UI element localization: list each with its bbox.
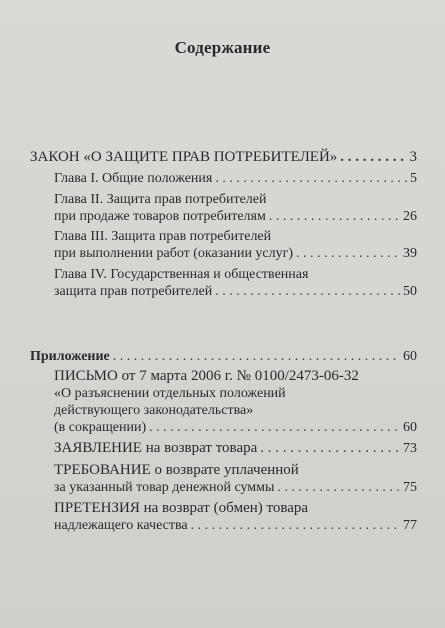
leader-dots — [277, 479, 400, 496]
toc-entry-demand — [54, 462, 417, 496]
toc-entry-title-continued: защита прав потребителей — [54, 284, 213, 299]
toc-entry-title: ТРЕБОВАНИЕ о возврате уплаченной — [54, 462, 299, 478]
toc-entry-title: Глава I. Общие положения — [54, 171, 213, 186]
leader-dots — [269, 208, 400, 225]
toc-page-number: 50 — [403, 284, 417, 299]
toc-entry-title: ЗАКОН «О ЗАЩИТЕ ПРАВ ПОТРЕБИТЕЛЕЙ» — [30, 149, 338, 165]
leader-dots — [215, 283, 400, 300]
toc-page-number: 26 — [403, 209, 417, 224]
toc-entry-title-continued: при продаже товаров потребителям — [54, 209, 266, 224]
toc-page-number: 3 — [409, 149, 417, 165]
toc-entry-chapter-1 — [54, 170, 417, 187]
toc-entry-title-continued: за указанный товар денежной суммы — [54, 480, 275, 495]
toc-page-number: 60 — [403, 349, 417, 364]
leader-dots — [215, 170, 407, 187]
toc-entry-title: Глава II. Защита прав потребителей — [54, 192, 267, 207]
toc-entry-law — [30, 149, 417, 166]
toc-page-number: 73 — [403, 441, 417, 456]
toc-entry-title-continued: при выполнении работ (оказании услуг) — [54, 246, 294, 261]
toc-entry-title-continued: «О разъяснении отдельных положений — [54, 386, 286, 401]
page-title: Содержание — [174, 38, 271, 57]
toc-entry-title: Приложение — [30, 349, 110, 364]
leader-dots — [191, 517, 400, 534]
toc-entry-claim — [54, 500, 417, 534]
toc-entry-letter — [54, 368, 417, 436]
toc-entry-title: Глава III. Защита прав потребителей — [54, 229, 272, 244]
leader-dots — [149, 419, 400, 436]
toc-entry-title-continued: действующего законодательства» — [54, 403, 254, 418]
toc-page-number: 75 — [403, 480, 417, 495]
leader-dots — [340, 149, 406, 166]
toc-entry-title: ПРЕТЕНЗИЯ на возврат (обмен) товара — [54, 500, 309, 516]
toc-entry-appendix — [30, 348, 417, 365]
toc-entry-title-continued: (в сокращении) — [54, 420, 147, 435]
toc-entry-title: Глава IV. Государственная и общественная — [54, 267, 309, 282]
leader-dots — [260, 440, 400, 457]
toc-page-number: 60 — [403, 420, 417, 435]
toc-page-number: 77 — [403, 518, 417, 533]
toc-entry-statement — [54, 440, 417, 457]
leader-dots — [113, 348, 400, 365]
toc-page-number: 39 — [403, 246, 417, 261]
toc-entry-chapter-4 — [54, 266, 417, 300]
toc-entry-title-continued: надлежащего качества — [54, 518, 188, 533]
leader-dots — [296, 245, 400, 262]
toc-entry-title: ПИСЬМО от 7 марта 2006 г. № 0100/2473-06-32 — [54, 368, 359, 384]
toc-page-number: 5 — [410, 171, 417, 186]
toc-entry-chapter-3 — [54, 228, 417, 262]
toc-entry-chapter-2 — [54, 191, 417, 225]
toc-entry-title: ЗАЯВЛЕНИЕ на возврат товара — [54, 440, 258, 456]
